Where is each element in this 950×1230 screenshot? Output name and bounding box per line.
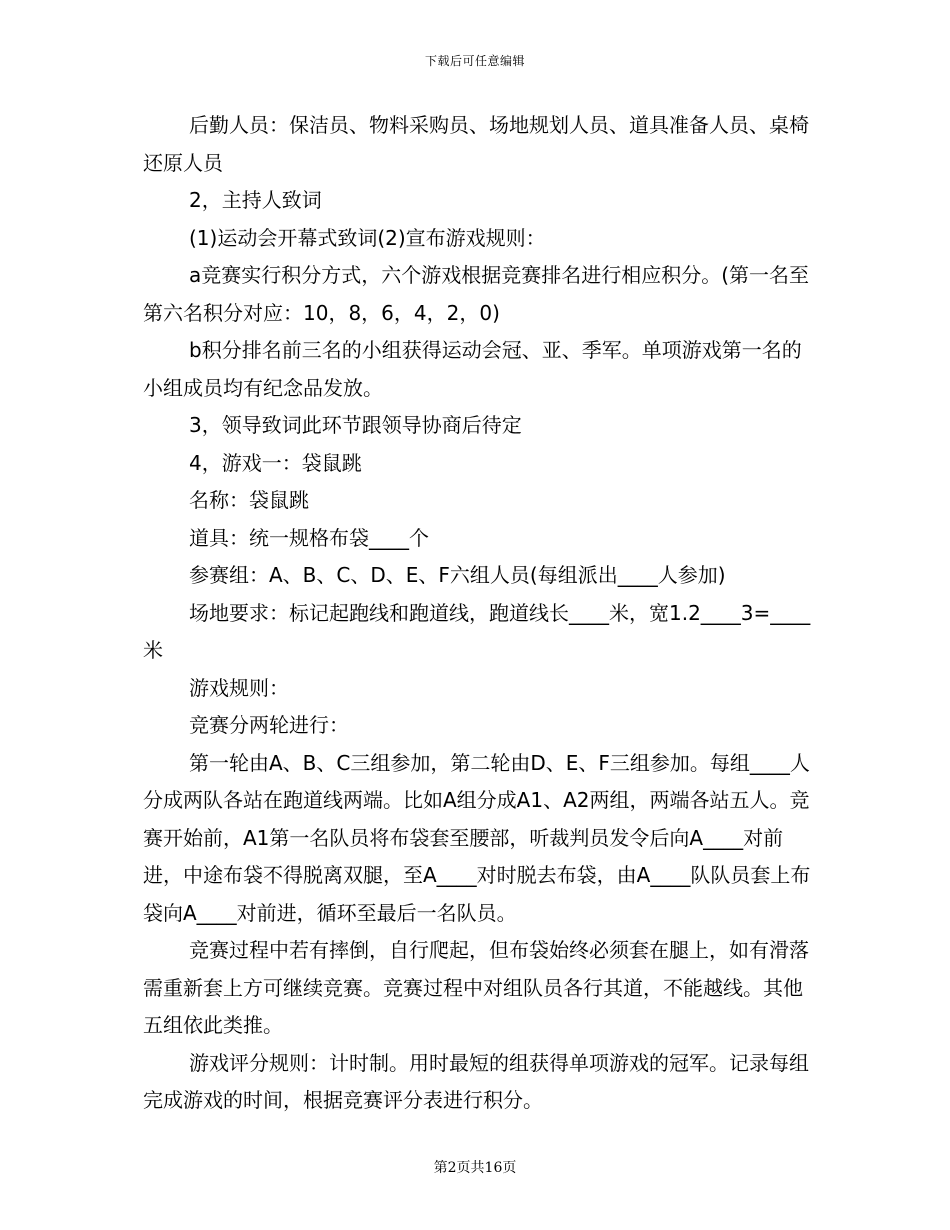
paragraph-logistics-staff: 后勤人员：保洁员、物料采购员、场地规划人员、道具准备人员、桌椅还原人员 [143,113,809,175]
page-header [0,52,950,69]
document-body [143,107,813,1120]
page-footer [0,1157,950,1177]
paragraph-rule-b: b积分排名前三名的小组获得运动会冠、亚、季军。单项游戏第一名的小组成员均有纪念品发放。 [143,338,802,400]
paragraph-teams: 参赛组：A、B、C、D、E、F六组人员(每组派出____人参加) [189,563,726,587]
paragraph-fall-rules: 竞赛过程中若有摔倒，自行爬起，但布袋始终必须套在腿上，如有滑落需重新套上方可继续竞赛。竞赛过程中对组队员各行其道，不能越线。其他五组依此类推。 [143,938,809,1037]
paragraph-rule-a: a竞赛实行积分方式，六个游戏根据竞赛排名进行相应积分。(第一名至第六名积分对应：10，8，6，4，2，0) [143,263,810,325]
paragraph-host-speech-heading: 2，主持人致词 [189,188,322,212]
paragraph-props: 道具：统一规格布袋____个 [189,525,429,550]
paragraph-opening-speech: (1)运动会开幕式致词(2)宣布游戏规则： [189,225,546,250]
paragraph-venue: 场地要求：标记起跑线和跑道线，跑道线长____米，宽1.2____3=____米 [143,600,811,662]
paragraph-scoring: 游戏评分规则：计时制。用时最短的组获得单项游戏的冠军。记录每组完成游戏的时间，根据竞赛评分表进行积分。 [143,1050,809,1112]
paragraph-rules-heading: 游戏规则： [189,675,289,700]
page-number: 第2页共16页 [433,1160,517,1176]
paragraph-game-name: 名称：袋鼠跳 [189,488,309,512]
paragraph-round-details: 第一轮由A、B、C三组参加，第二轮由D、E、F三组参加。每组____人分成两队各站在跑道线两端。比如A组分成A1、A2两组，两端各站五人。竞赛开始前，A1第一名队员将布袋套至腰部，听裁判员发令后向A____对前进，中途布袋不得脱离双腿，至A____对时脱去布袋，由A____队队员套上布袋向A____对前进，循环至最后一名队员。 [143,750,811,925]
header-text: 下载后可任意编辑 [424,54,525,68]
paragraph-rounds: 竞赛分两轮进行： [189,713,349,737]
paragraph-leader-speech: 3，领导致词此环节跟领导协商后待定 [189,413,522,437]
paragraph-game-one-heading: 4，游戏一：袋鼠跳 [189,450,362,475]
